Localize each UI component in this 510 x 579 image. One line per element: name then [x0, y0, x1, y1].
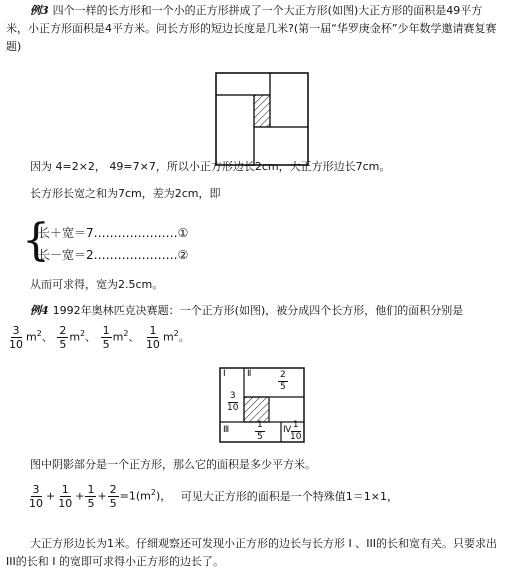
sum-term-1: $\frac{3}{10}$ [29, 483, 43, 510]
example-4-paragraph [6, 302, 504, 320]
example-3-label: 例3 [30, 4, 49, 17]
left-brace: { [22, 215, 50, 266]
example-3-paragraph [6, 2, 504, 56]
area-fraction-4: $\frac{1}{10}$ [145, 324, 160, 351]
equation-1: 长＋宽＝7…………………① [38, 226, 189, 240]
sum-result: =1(m [119, 489, 151, 503]
label-region-III: Ⅲ [223, 425, 230, 435]
solution-line-1: 因为 4=2×2， 49=7×7，所以小正方形边长2cm，大正方形边长7cm。 [30, 160, 391, 173]
sum-term-2: $\frac{1}{10}$ [58, 483, 73, 510]
figure-pinwheel-square [215, 72, 309, 166]
fig-fraction-I: $\frac{3}{10}$ [227, 391, 239, 413]
equation-2: 长－宽＝2…………………② [38, 248, 189, 262]
area-fraction-1: $\frac{3}{10}$ [9, 324, 23, 351]
fig-fraction-II: $\frac{2}{5}$ [280, 370, 286, 392]
equation-system [22, 215, 232, 268]
sum-equation: $\frac{3}{10}$ + $\frac{1}{10}$ + $\frac{1}{5}$ + $\frac{2}{5}$ $=1(m^2)$， 可见大正方形的面积是一个特殊值1＝1×1， [29, 483, 398, 510]
example-4-text: 1992年奥林匹克决赛题：一个正方形(如图)，被分成四个长方形，他们的面积分别是 [52, 304, 464, 317]
example-4-label: 例4 [30, 304, 49, 317]
sum-term-3: $\frac{1}{5}$ [87, 483, 95, 510]
sum-explanation: 可见大正方形的面积是一个特殊值1＝1×1， [180, 489, 398, 503]
figure-divided-square [219, 367, 305, 443]
area-fraction-2: $\frac{2}{5}$ [59, 324, 67, 351]
area-list: $\frac{3}{10}$ $m^2$、 $\frac{2}{5}$ $m^2$、 $\frac{1}{5}$ $m^2$、 $\frac{1}{10}$ $m^2$。 [9, 324, 190, 351]
shaded-square [244, 397, 269, 422]
question-4: 图中阴影部分是一个正方形，那么它的面积是多少平方米。 [30, 458, 316, 471]
fig-fraction-III: $\frac{1}{5}$ [257, 420, 263, 442]
example-3-text: 四个一样的长方形和一个小的正方形拼成了一个大正方形(如图)大正方形的面积是49平方米，小正方形面积是4平方米。问长方形的短边长度是几米?(第一届“华罗庚金杯”少年数学邀请赛复赛题) [6, 4, 497, 53]
conclusion-paragraph: 大正方形边长为1米。仔细观察还可发现小正方形的边长与长方形 I 、III的长和宽有关。只要求出III的长和 I 的宽即可求得小正方形的边长了。 [6, 537, 497, 568]
area-fraction-3: $\frac{1}{5}$ [102, 324, 110, 351]
solution-line-3: 从而可求得，宽为2.5cm。 [30, 278, 164, 291]
small-square-shaded [254, 95, 270, 127]
label-region-I: I [223, 369, 226, 379]
sum-term-4: $\frac{2}{5}$ [109, 483, 117, 510]
solution-line-2: 长方形长宽之和为7cm，差为2cm，即 [30, 187, 221, 200]
label-region-IV: Ⅳ [283, 425, 292, 435]
label-region-II: Ⅱ [247, 369, 252, 379]
fig-fraction-IV: $\frac{1}{10}$ [290, 420, 302, 442]
